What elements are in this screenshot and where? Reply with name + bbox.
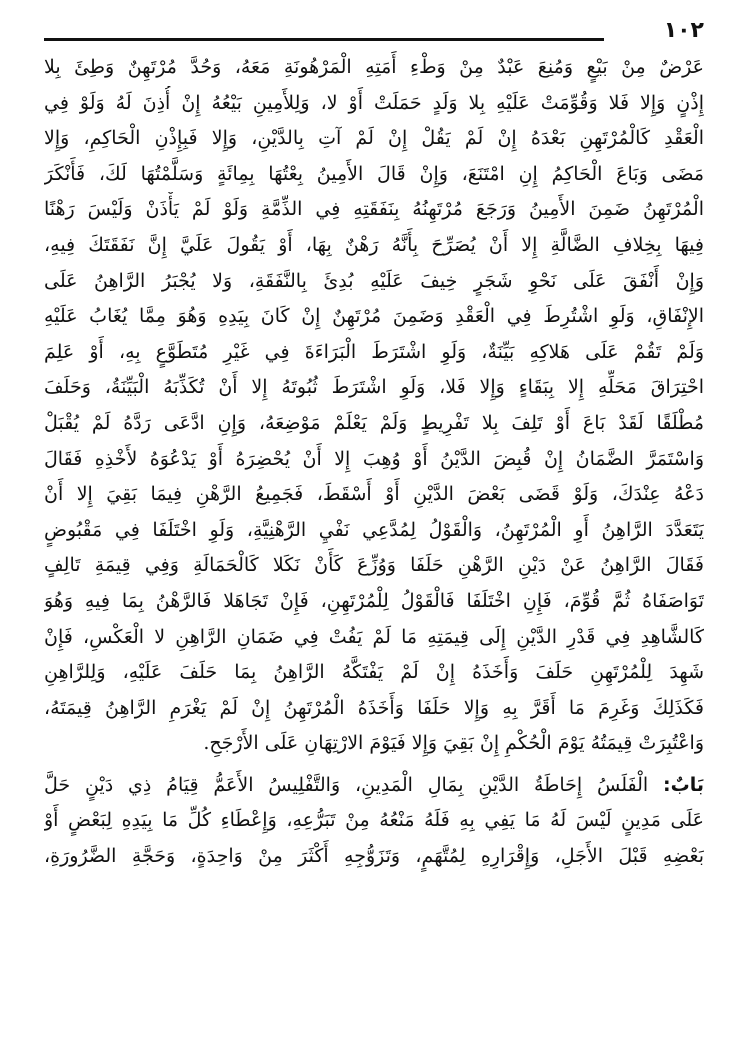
text-line: إِذْنٍ وَإِلا فَلا وَقُوِّمَتْ عَلَيْهِ بِلا وَلَدٍ حَمَلَتْ أَوْ لا، وَلِلأَمِينِ بَيْعُهُ إِنْ أُذِنَ لَهُ وَلَوْ فِي — [44, 91, 704, 114]
text-line: احْتِرَاقَ مَحَلِّهِ إِلا بِبَقَاءٍ وَإِلا فَلا، وَلَوِ اشْتَرَطَ ثُبُوتَهُ إِلا أَنْ تُكَذِّبَهُ الْبَيِّنَةُ، وَحَلَفَ — [44, 376, 704, 399]
text-line: كَالشَّاهِدِ فِي قَدْرِ الدَّيْنِ إِلَى قِيمَتِهِ مَا لَمْ يَفُتْ فِي ضَمَانِ الرَّاهِنِ لا الْعَكْسِ، فَإِنْ — [44, 625, 704, 648]
text-line: وَاسْتَمَرَّ الضَّمَانُ إِنْ قُبِضَ الدَّيْنُ أَوْ وُهِبَ إِلا أَنْ يُحْضِرَهُ أَوْ يَدْعُوَهُ لأَخْذِهِ فَقَالَ — [44, 447, 704, 470]
paragraph-rahn — [44, 50, 704, 762]
text-line: الْعَقْدِ كَالْمُرْتَهِنِ بَعْدَهُ إِنْ لَمْ يَقُلْ إِنْ لَمْ آتِ بِالدَّيْنِ، وَإِلا فَبِإِذْنِ الْحَاكِمِ، وَإِلا — [44, 127, 704, 150]
text-line: دَعْهُ عِنْدَكَ، وَلَوْ قَضَى بَعْضَ الدَّيْنِ أَوْ أَسْقَطَ، فَجَمِيعُ الرَّهْنِ فِيمَا بَقِيَ إِلا أَنْ — [44, 483, 704, 506]
text-line — [44, 768, 704, 804]
text-line: فَكَذَلِكَ وَغَرِمَ مَا أَقَرَّ بِهِ وَإِلا حَلَفَا وَأَخَذَهُ الْمُرْتَهِنُ إِنْ لَمْ يَغْرَمِ الرَّاهِنُ قِيمَتَهُ، — [44, 696, 704, 719]
text-line: شَهِدَ لِلْمُرْتَهِنِ حَلَفَ وَأَخَذَهُ إِنْ لَمْ يَفْتَكَّهُ الرَّاهِنُ بِمَا حَلَفَ عَلَيْهِ، وَلِلرَّاهِنِ — [44, 661, 704, 684]
text-line: تَوَاصَفَاهُ ثُمَّ قُوِّمَ، فَإِنِ اخْتَلَفَا فَالْقَوْلُ لِلْمُرْتَهِنِ، فَإِنْ تَجَاهَلا فَالرَّهْنُ بِمَا فِيهِ وَهُوَ — [44, 589, 704, 612]
page-number: ١٠٢ — [663, 18, 704, 43]
text-line: يَتَعَدَّدَ الرَّاهِنُ أَوِ الْمُرْتَهِنُ، وَالْقَوْلُ لِمُدَّعِي نَفْيِ الرَّهْنِيَّةِ، وَلَوِ اخْتَلَفَا فِي مَقْبُوضٍ — [44, 518, 704, 541]
text-line: مَضَى وَبَاعَ الْحَاكِمُ إِنِ امْتَنَعَ، وَإِنْ قَالَ الأَمِينُ بِعْتُهَا بِمِائَةٍ وَسَلَّمْتُهَا لَكَ، فَأَنْكَرَ — [44, 162, 704, 185]
paragraph-falas — [44, 768, 704, 875]
text-line: الْمُرْتَهِنُ ضَمِنَ الأَمِينُ وَرَجَعَ مُرْتَهِنُهُ بِنَفَقَتِهِ فِي الذِّمَّةِ وَلَوْ لَمْ يَأْذَنْ وَلَيْسَ رَهْنًا — [44, 198, 704, 221]
text-line: بَعْضِهِ قَبْلَ الأَجَلِ، وَإِقْرَارِهِ لِمُتَّهَمٍ، وَتَزَوُّجِهِ أَكْثَرَ مِنْ وَاحِدَةٍ، وَحَجَّةِ الضَّرُورَةِ، — [44, 845, 704, 868]
chapter-first-line: الْفَلَسُ إِحَاطَةُ الدَّيْنِ بِمَالِ الْمَدِينِ، وَالتَّفْلِيسُ الأَعَمُّ قِيَامُ ذِي دَيْنٍ حَلَّ — [44, 773, 649, 796]
page-header — [44, 18, 704, 44]
text-line: وَاعْتُبِرَتْ قِيمَتُهُ يَوْمَ الْحُكْمِ إِنْ بَقِيَ وَإِلا فَيَوْمَ الارْتِهَانِ عَلَى الأَرْجَحِ. — [203, 732, 704, 755]
header-rule — [44, 38, 604, 41]
text-line: مُطْلَقًا لَقَدْ بَاعَ أَوْ تَلِفَ بِلا تَفْرِيطٍ وَلَمْ يَعْلَمْ مَوْضِعَهُ، وَإِنِ ادَّعَى رَدَّهُ لَمْ يُقْبَلْ — [44, 411, 704, 434]
text-line: فَقَالَ الرَّاهِنُ عَنْ دَيْنِ الرَّهْنِ حَلَفَا وَوُزِّعَ كَأَنْ نَكَلا كَالْحَمَالَةِ وَفِي قِيمَةِ تَالِفٍ — [44, 554, 704, 577]
text-line: فِيهَا بِخِلافِ الضَّالَّةِ إِلا أَنْ يُصَرِّحَ بِأَنَّهُ رَهْنٌ بِهَا، أَوْ يَقُولَ عَلَيَّ إِنَّ نَفَقَتَكَ فِيهِ، — [44, 233, 704, 256]
text-line: عَلَى مَدِينٍ لَيْسَ لَهُ مَا يَفِي بِهِ فَلَهُ مَنْعُهُ مِنْ تَبَرُّعِهِ، وَإِعْطَاءِ كُلِّ مَا بِيَدِهِ لِبَعْضٍ أَوْ — [44, 809, 704, 832]
chapter-label: بَابٌ: — [663, 773, 704, 796]
text-line: الإِنْفَاقِ، وَلَوِ اشْتُرِطَ فِي الْعَقْدِ وَضَمِنَ مُرْتَهِنٌ إِنْ كَانَ بِيَدِهِ وَهُوَ مِمَّا يُغَابُ عَلَيْهِ — [44, 305, 704, 328]
text-line: وَإِنْ أَنْفَقَ عَلَى نَحْوِ شَجَرٍ خِيفَ عَلَيْهِ بُدِئَ بِالنَّفَقَةِ، وَلا يُجْبَرُ الرَّاهِنُ عَلَى — [44, 269, 704, 292]
text-line: وَلَمْ تَقُمْ عَلَى هَلاكِهِ بَيِّنَةٌ، وَلَوِ اشْتَرَطَ الْبَرَاءَةَ فِي غَيْرِ مُتَطَوَّعٍ بِهِ، أَوْ عَلِمَ — [44, 340, 704, 363]
text-line: عَرْضٌ مِنْ بَيْعٍ وَمُنِعَ عَبْدٌ مِنْ وَطْءِ أَمَتِهِ الْمَرْهُونَةِ مَعَهُ، وَحُدَّ مُرْتَهِنٌ وَطِئَ بِلا — [44, 56, 704, 78]
body-text — [44, 50, 704, 875]
